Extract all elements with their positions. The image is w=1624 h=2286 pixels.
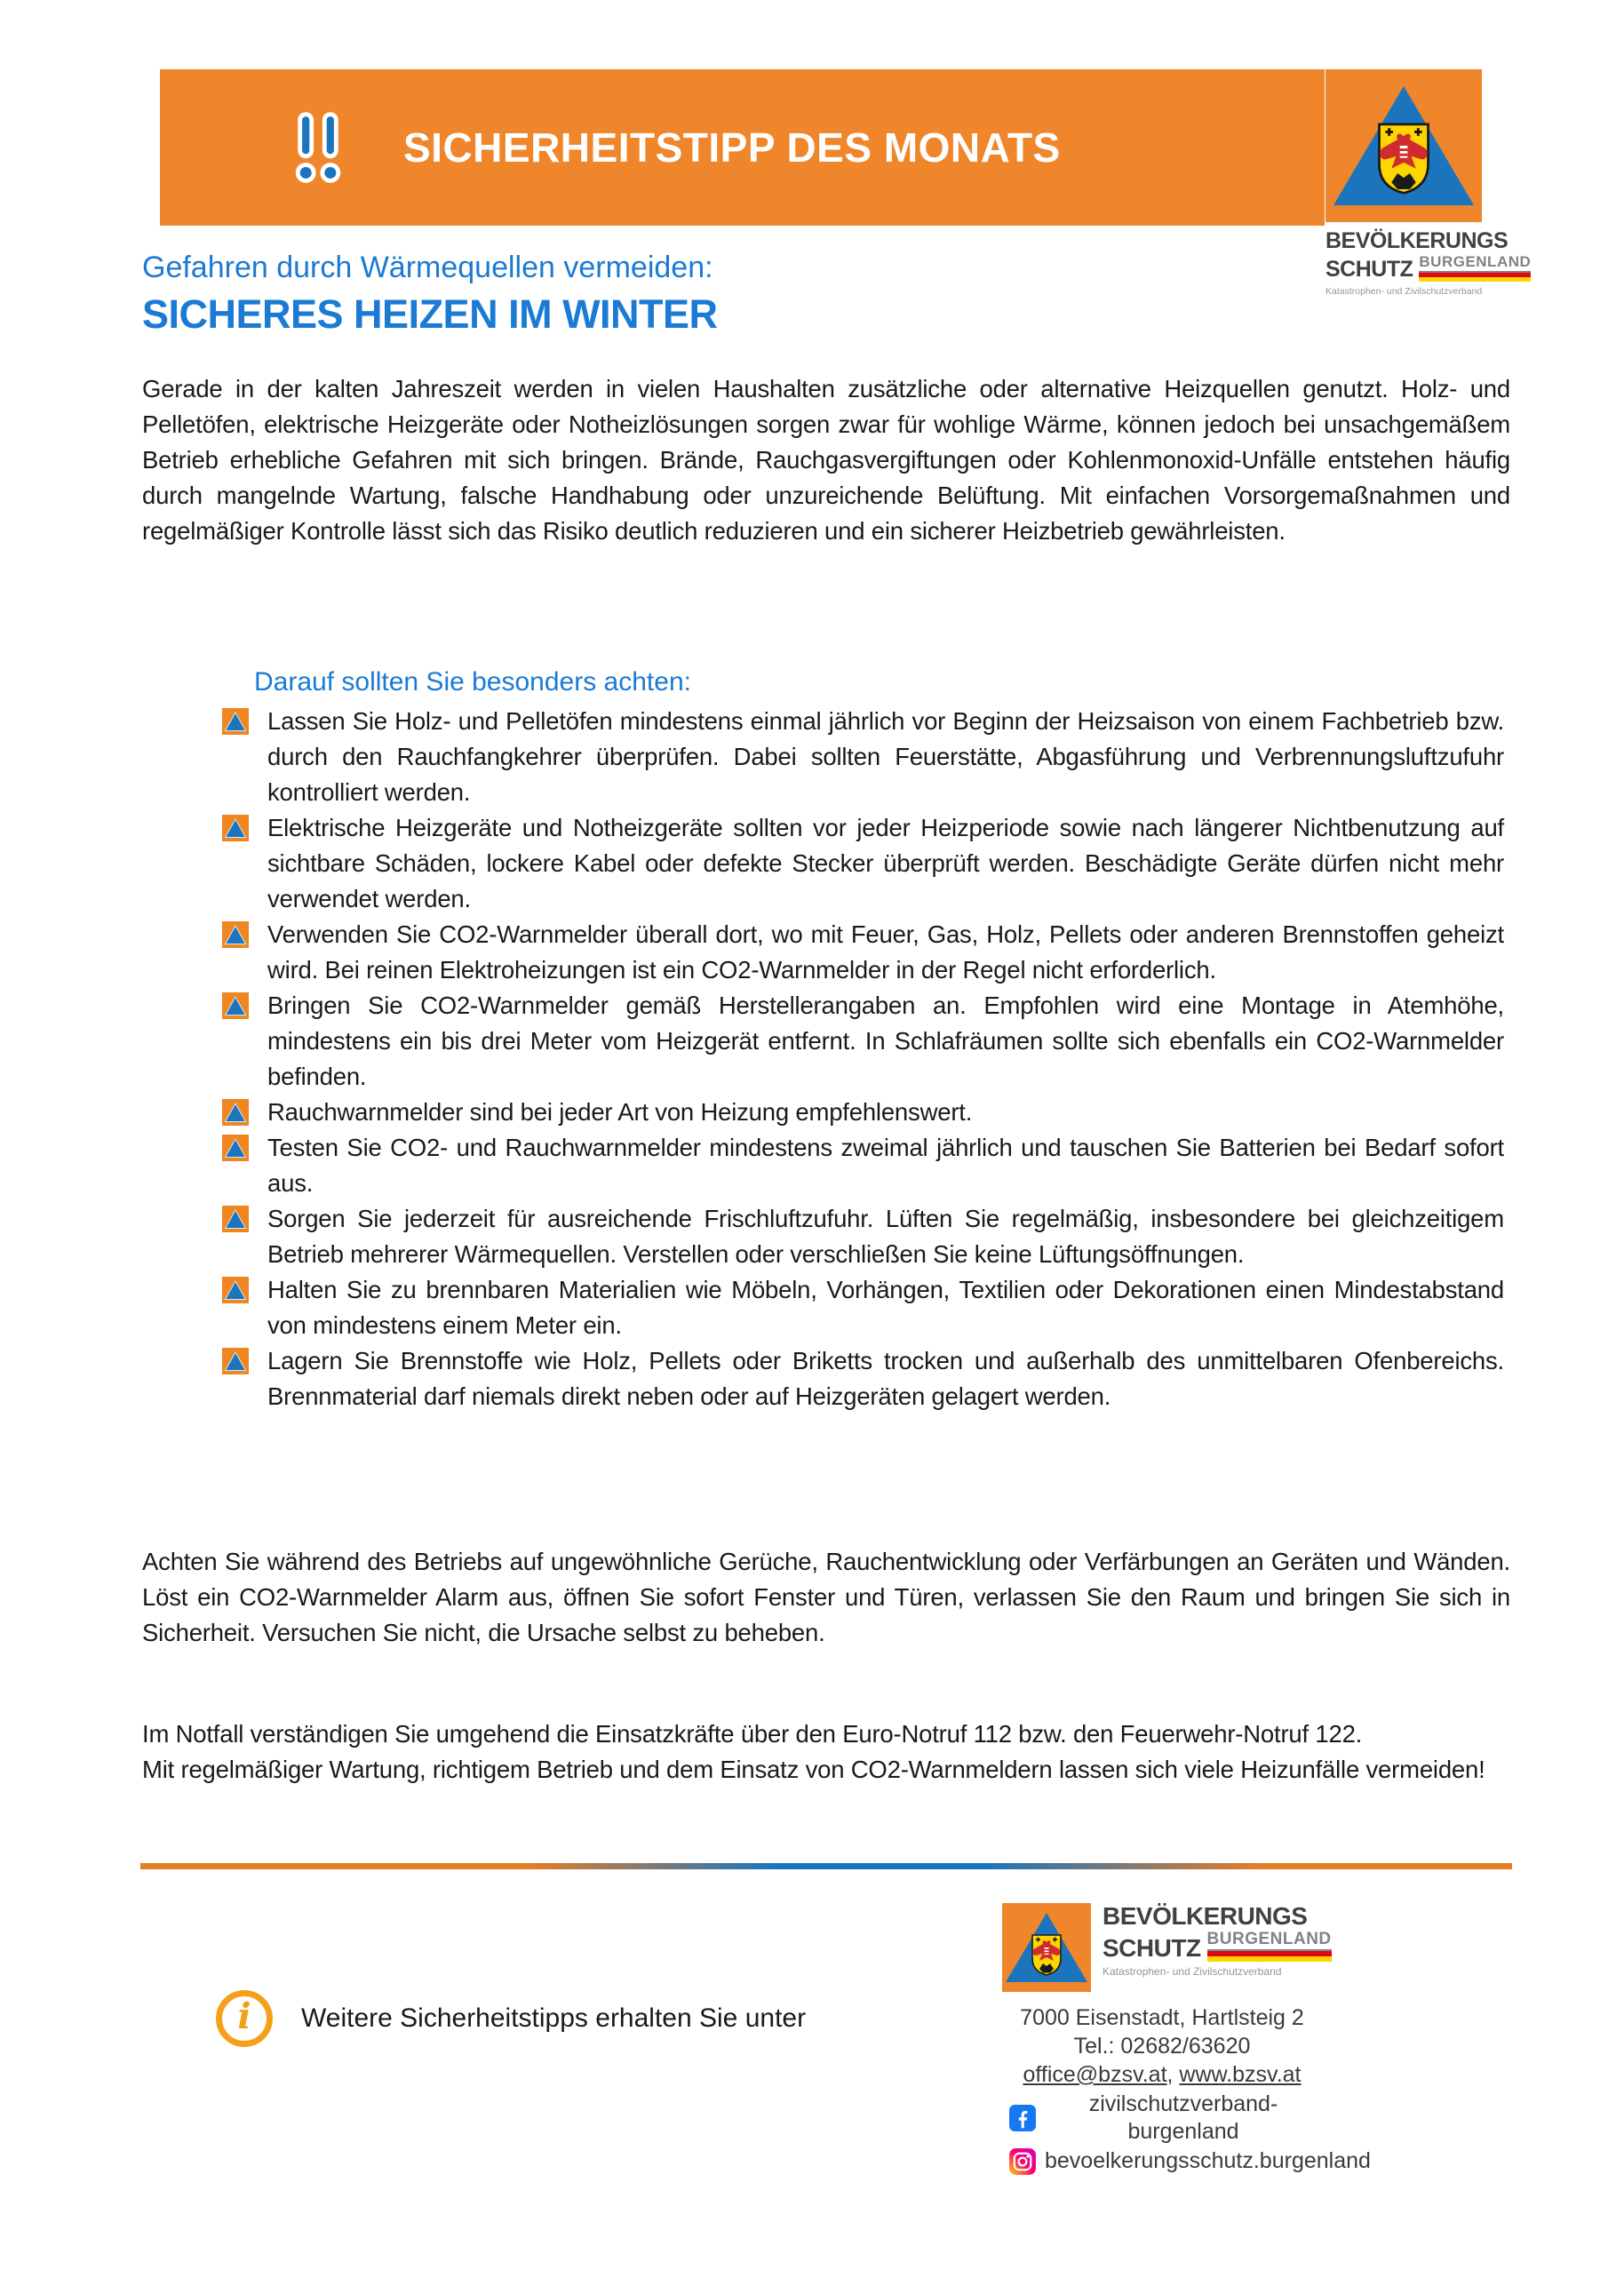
section-kicker: Gefahren durch Wärmequellen vermeiden: xyxy=(142,251,713,284)
list-item xyxy=(222,1130,1505,1201)
outro-paragraph-2 xyxy=(142,1716,1510,1788)
flag-yellow-bar xyxy=(1419,277,1531,282)
list-item xyxy=(222,1095,1505,1130)
list-item xyxy=(222,917,1505,988)
logo-square xyxy=(1325,69,1482,222)
info-icon: i xyxy=(216,1990,273,2047)
phone-line: Tel.: 02682/63620 xyxy=(1073,2034,1251,2059)
address-line: 7000 Eisenstadt, Hartlsteig 2 xyxy=(1020,2005,1304,2030)
org-tagline: Katastrophen- und Zivilschutzverband xyxy=(1325,285,1483,297)
link-separator: , xyxy=(1166,2062,1180,2087)
info-text: Weitere Sicherheitstipps erhalten Sie unter xyxy=(301,2003,807,2033)
instagram-row xyxy=(1009,2147,1371,2175)
page-title: SICHERHEITSTIPP DES MONATS xyxy=(403,124,1061,171)
list-item xyxy=(222,1343,1505,1414)
logo-square xyxy=(1002,1903,1091,1992)
facebook-handle: zivilschutzverband-burgenland xyxy=(1088,2091,1278,2144)
divider-line xyxy=(140,1863,1512,1869)
facebook-icon xyxy=(1009,2105,1036,2131)
flag-yellow-bar xyxy=(1207,1956,1332,1962)
org-logo-top xyxy=(1325,69,1532,297)
header-banner xyxy=(160,69,1325,226)
intro-paragraph: Gerade in der kalten Jahreszeit werden in vielen Haushalten zusätzliche oder alternative Heizquellen genutzt. Holz- und Pelletöfen, elektrische Heizgeräte oder Notheizlösungen sorgen zwar für wohlige Wärme, können jedoch bei unsachgemäßem Betrieb erhebliche Gefahren mit sich bringen. Brände, Rauchgasvergiftungen oder Kohlenmonoxid-Unfälle entstehen häufig durch mangelnde Wartung, falsche Handhabung oder unzureichende Belüftung. Mit einfachen Vorsorgemaßnahmen und regelmäßiger Kontrolle lässt sich das Risiko deutlich reduzieren und ein sicherer Heizbetrieb gewährleisten. xyxy=(142,375,1510,545)
instagram-icon xyxy=(1009,2148,1036,2175)
document-title: SICHERES HEIZEN IM WINTER xyxy=(142,291,718,337)
triangle-bullet-icon xyxy=(222,1206,249,1232)
checklist-heading: Darauf sollten Sie besonders achten: xyxy=(254,667,691,697)
org-name-line2: SCHUTZ xyxy=(1103,1934,1201,1962)
list-item-text: Rauchwarnmelder sind bei jeder Art von Heizung empfehlenswert. xyxy=(267,1098,973,1126)
checklist-items xyxy=(222,704,1505,1414)
list-item xyxy=(222,1272,1505,1343)
triangle-bullet-icon xyxy=(222,1277,249,1303)
list-item xyxy=(222,988,1505,1095)
list-item-text: Testen Sie CO2- und Rauchwarnmelder mindestens zweimal jährlich und tauschen Sie Batterien bei Bedarf sofort aus. xyxy=(267,1134,1504,1197)
list-item xyxy=(222,704,1505,810)
instagram-handle: bevoelkerungsschutz.burgenland xyxy=(1045,2148,1371,2173)
list-item-text: Elektrische Heizgeräte und Notheizgeräte sollten vor jeder Heizperiode sowie nach längerer Nichtbenutzung auf sichtbare Schäden, lockere Kabel oder defekte Stecker überprüft werden. Beschädigte Geräte dürfen nicht mehr verwendet werden. xyxy=(267,814,1504,912)
list-item-text: Sorgen Sie jederzeit für ausreichende Frischluftzufuhr. Lüften Sie regelmäßig, insbesondere bei gleichzeitigem Betrieb mehrerer Wärmequellen. Verstellen oder verschließen Sie keine Lüftungsöffnungen. xyxy=(267,1205,1504,1268)
double-exclamation-icon xyxy=(295,105,341,190)
list-item xyxy=(222,1201,1505,1272)
triangle-bullet-icon xyxy=(222,708,249,735)
org-name-line1: BEVÖLKERUNGS xyxy=(1103,1902,1308,1930)
facebook-row xyxy=(1009,2091,1322,2146)
list-item-text: Lagern Sie Brennstoffe wie Holz, Pellets oder Briketts trocken und außerhalb des unmittelbaren Ofenbereichs. Brennmaterial darf niemals direkt neben oder auf Heizgeräten gelagert werden. xyxy=(267,1347,1504,1410)
website-link[interactable]: www.bzsv.at xyxy=(1179,2062,1302,2087)
triangle-bullet-icon xyxy=(222,1348,249,1374)
civil-protection-triangle-icon xyxy=(1325,69,1482,222)
list-item-text: Lassen Sie Holz- und Pelletöfen mindestens einmal jährlich vor Beginn der Heizsaison von einem Fachbetrieb bzw. durch den Rauchfangkehrer überprüfen. Dabei sollten Feuerstätte, Abgasführung und Verbrennungsluftzufuhr kontrolliert werden. xyxy=(267,707,1504,806)
info-row xyxy=(216,1990,806,2047)
org-region: BURGENLAND xyxy=(1419,253,1531,273)
list-item-text: Bringen Sie CO2-Warnmelder gemäß Herstellerangaben an. Empfohlen wird eine Montage in Atemhöhe, mindestens ein bis drei Meter vom Heizgerät entfernt. In Schlafräumen sollte sich ebenfalls ein CO2-Warnmelder befinden. xyxy=(267,992,1504,1090)
triangle-bullet-icon xyxy=(222,992,249,1019)
civil-protection-triangle-icon xyxy=(1002,1903,1091,1992)
org-logo-footer xyxy=(1002,1903,1375,1992)
org-name-line2: SCHUTZ xyxy=(1325,257,1413,282)
org-tagline: Katastrophen- und Zivilschutzverband xyxy=(1103,1964,1282,1978)
closing-advice-text: Mit regelmäßiger Wartung, richtigem Betrieb und dem Einsatz von CO2-Warnmeldern lassen sich viele Heizunfälle vermeiden! xyxy=(142,1756,1485,1783)
web-line xyxy=(1002,2061,1322,2089)
list-item-text: Halten Sie zu brennbaren Materialien wie Möbeln, Vorhängen, Textilien oder Dekorationen einen Mindestabstand von mindestens einem Meter ein. xyxy=(267,1276,1504,1339)
checklist-section xyxy=(222,665,1505,1414)
org-region: BURGENLAND xyxy=(1207,1930,1332,1951)
emergency-numbers-text: Im Notfall verständigen Sie umgehend die Einsatzkräfte über den Euro-Notruf 112 bzw. den Feuerwehr-Notruf 122. xyxy=(142,1720,1363,1748)
triangle-bullet-icon xyxy=(222,921,249,948)
contact-block xyxy=(1002,2004,1371,2175)
list-item xyxy=(222,810,1505,917)
outro-paragraph-1: Achten Sie während des Betriebs auf ungewöhnliche Gerüche, Rauchentwicklung oder Verfärbungen an Geräten und Wänden. Löst ein CO2-Warnmelder Alarm aus, öffnen Sie sofort Fenster und Türen, verlassen Sie den Raum und bringen Sie sich in Sicherheit. Versuchen Sie nicht, die Ursache selbst zu beheben. xyxy=(142,1548,1510,1646)
triangle-bullet-icon xyxy=(222,1135,249,1161)
footer-block xyxy=(1002,1903,1375,2175)
triangle-bullet-icon xyxy=(222,1099,249,1126)
org-name-line1: BEVÖLKERUNGS xyxy=(1325,228,1509,253)
list-item-text: Verwenden Sie CO2-Warnmelder überall dort, wo mit Feuer, Gas, Holz, Pellets oder anderen Brennstoffen geheizt wird. Bei reinen Elektroheizungen ist ein CO2-Warnmelder in der Regel nicht erforderlich. xyxy=(267,920,1504,984)
triangle-bullet-icon xyxy=(222,815,249,841)
email-link[interactable]: office@bzsv.at xyxy=(1023,2062,1167,2087)
